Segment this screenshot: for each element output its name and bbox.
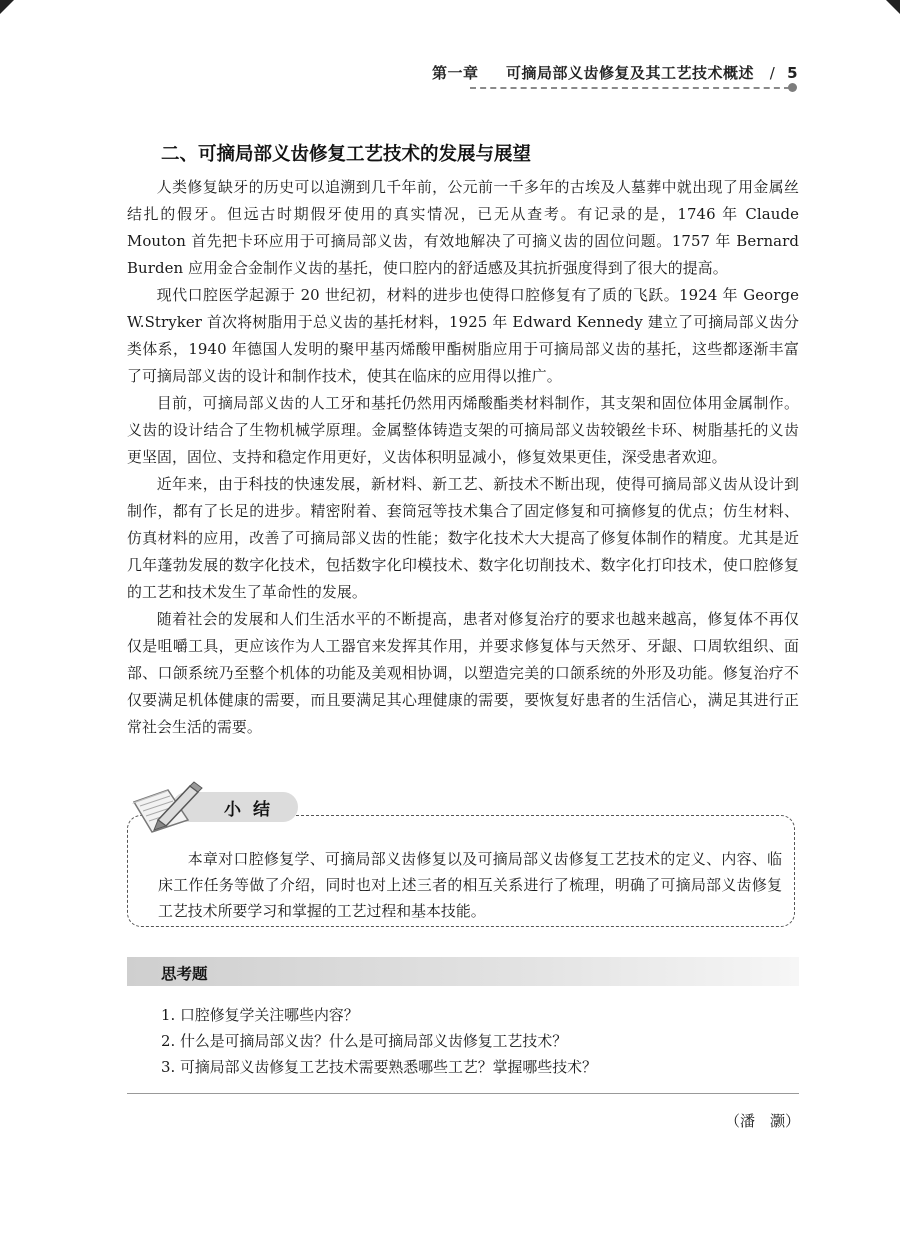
- pencil-notepad-icon: [128, 780, 206, 836]
- question-item: 1. 口腔修复学关注哪些内容？: [161, 1006, 359, 1024]
- author-credit: （潘 灏）: [724, 1112, 800, 1130]
- questions-title: 思考题: [161, 965, 208, 983]
- question-item: 2. 什么是可摘局部义齿？什么是可摘局部义齿修复工艺技术？: [161, 1032, 568, 1050]
- paragraph-modern: 现代口腔医学起源于 20 世纪初，材料的进步也使得口腔修复有了质的飞跃。1924 年 George W.Stryker 首次将树脂用于总义齿的基托材料，1925 年 Edward Kennedy 建立了可摘局部义齿分类体系，1940 年德国人发明的聚甲基丙烯酸甲酯树脂应用于可摘局部义齿的基托，这些都逐渐丰富了可摘局部义齿的设计和制作技术，使其在临床的应用得以推广。: [127, 286, 799, 385]
- paragraph-current: 目前，可摘局部义齿的人工牙和基托仍然用丙烯酸酯类材料制作，其支架和固位体用金属制作。义齿的设计结合了生物机械学原理。金属整体铸造支架的可摘局部义齿较锻丝卡环、树脂基托的义齿更坚固，固位、支持和稳定作用更好，义齿体积明显减小，修复效果更佳，深受患者欢迎。: [127, 394, 799, 466]
- paragraph-recent: 近年来，由于科技的快速发展，新材料、新工艺、新技术不断出现，使得可摘局部义齿从设计到制作，都有了长足的进步。精密附着、套筒冠等技术集合了固定修复和可摘修复的优点；仿生材料、仿真材料的应用，改善了可摘局部义齿的性能；数字化技术大大提高了修复体制作的精度。尤其是近几年蓬勃发展的数字化技术，包括数字化印模技术、数字化切削技术、数字化打印技术，使口腔修复的工艺和技术发生了革命性的发展。: [127, 475, 799, 601]
- question-list: [161, 1002, 597, 1080]
- chapter-title: 可摘局部义齿修复及其工艺技术概述: [506, 64, 755, 82]
- paragraph-history: 人类修复缺牙的历史可以追溯到几千年前，公元前一千多年的古埃及人墓葬中就出现了用金属丝结扎的假牙。但远古时期假牙使用的真实情况，已无从查考。有记录的是，1746 年 Claude Mouton 首先把卡环应用于可摘局部义齿，有效地解决了可摘义齿的固位问题。1757 年 Bernard Burden 应用金合金制作义齿的基托，使口腔内的舒适感及其抗折强度得到了很大的提高。: [127, 178, 799, 277]
- chapter-number: 第一章: [432, 64, 479, 82]
- running-header: [432, 62, 798, 83]
- summary-title: 小结: [224, 800, 282, 820]
- section-title: 二、可摘局部义齿修复工艺技术的发展与展望: [161, 144, 532, 165]
- question-item: 3. 可摘局部义齿修复工艺技术需要熟悉哪些工艺？掌握哪些技术？: [161, 1058, 597, 1076]
- paragraph-outlook: 随着社会的发展和人们生活水平的不断提高，患者对修复治疗的要求也越来越高，修复体不再仅仅是咀嚼工具，更应该作为人工器官来发挥其作用，并要求修复体与天然牙、牙龈、口周软组织、面部、口颌系统乃至整个机体的功能及美观相协调，以塑造完美的口颌系统的外形及功能。修复治疗不仅要满足机体健康的需要，而且要满足其心理健康的需要，要恢复好患者的生活信心，满足其进行正常社会生活的需要。: [127, 610, 799, 736]
- summary-text: 本章对口腔修复学、可摘局部义齿修复以及可摘局部义齿修复工艺技术的定义、内容、临床工作任务等做了介绍，同时也对上述三者的相互关系进行了梳理，明确了可摘局部义齿修复工艺技术所要学习和掌握的工艺过程和基本技能。: [158, 850, 782, 920]
- header-separator: /: [769, 64, 776, 82]
- header-dashed-rule: [470, 87, 790, 89]
- bottom-rule: [127, 1093, 799, 1094]
- page-number: 5: [787, 64, 798, 82]
- corner-mark-left: [0, 0, 14, 14]
- header-rule-dot: [788, 83, 797, 92]
- corner-mark-right: [886, 0, 900, 14]
- questions-heading-bar: [127, 957, 799, 986]
- body-text: [127, 174, 799, 741]
